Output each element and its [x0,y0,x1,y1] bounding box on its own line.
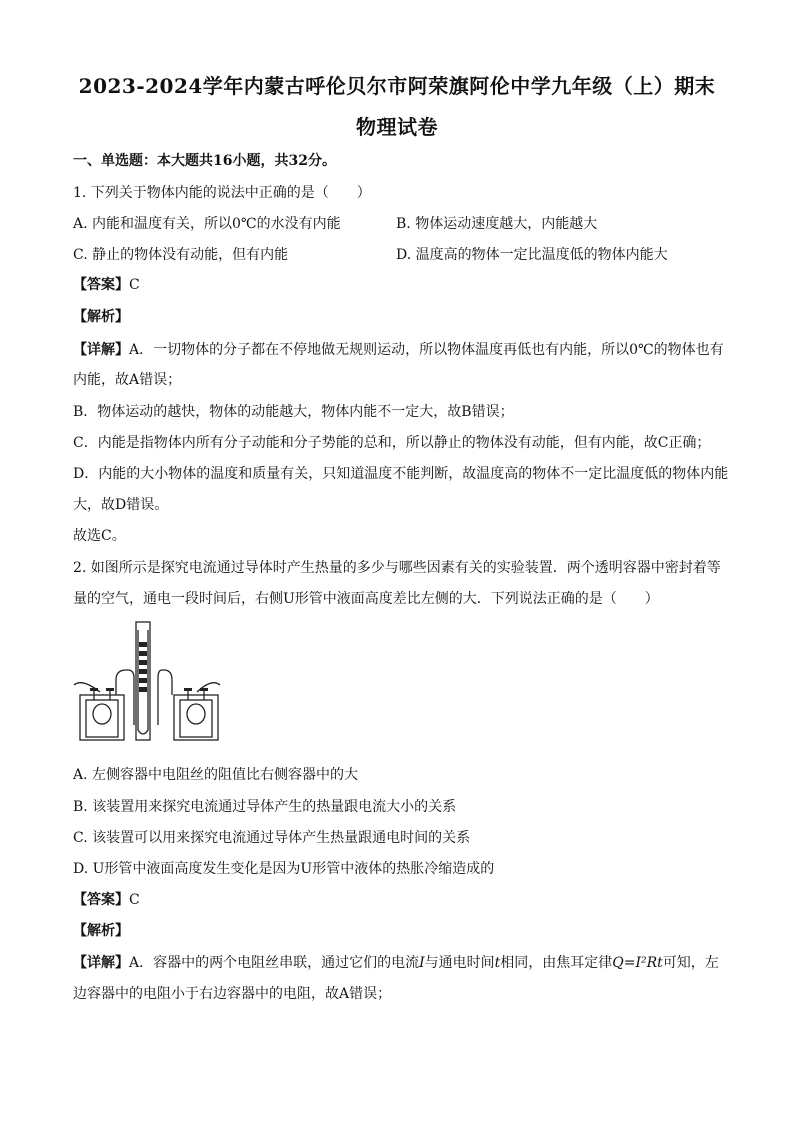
scale-mark [139,651,147,656]
q2-var-current: I [419,955,425,971]
q1-answer-value: C [129,277,140,293]
q1-conclusion: 故选C。 [73,528,126,544]
q1-answer [73,274,140,294]
q2-detail-a-line2: 边容器中的电阻小于右边容器中的电阻，故A错误； [73,986,392,1002]
q2-detail-tag: 【详解】 [73,955,129,971]
q2-answer-tag: 【答案】 [73,892,129,908]
q1-option-d: D. 温度高的物体一定比温度低的物体内能大 [396,247,668,263]
experiment-apparatus-figure [72,620,222,745]
right-connecting-tube [158,670,172,725]
q2-answer [73,889,140,909]
q1-answer-tag: 【答案】 [73,277,129,293]
right-terminal [184,688,192,691]
q1-detail-a-line1 [73,339,724,359]
q2-answer-value: C [129,892,140,908]
q2-stem-line2: 量的空气，通电一段时间后，右侧U形管中液面高度差比左侧的大．下列说法正确的是（ ） [73,591,659,607]
q2-joule-formula: Q=I²Rt [612,955,663,971]
q1-stem: 1. 下列关于物体内能的说法中正确的是（ ） [73,185,371,201]
q2-detail-a1-pre: A．容器中的两个电阻丝串联，通过它们的电流 [129,955,420,971]
scale-mark [139,660,147,665]
right-container-inner [180,700,212,737]
q2-stem-line1: 2. 如图所示是探究电流通过导体时产生热量的多少与哪些因素有关的实验装置．两个透明容器中密封着等 [73,560,721,576]
q1-option-c: C. 静止的物体没有动能，但有内能 [73,247,289,263]
right-terminal [200,688,208,691]
exam-title-line2: 物理试卷 [356,115,438,139]
q1-option-b: B. 物体运动速度越大，内能越大 [396,216,598,232]
q2-detail-a1-mid1: 与通电时间 [424,955,495,971]
scale-mark [139,678,147,683]
q1-detail-tag: 【详解】 [73,342,129,358]
left-terminal [106,688,114,691]
scale-mark [139,642,147,647]
q2-var-time: t [494,955,501,971]
left-terminal [90,688,98,691]
q2-option-b: B. 该装置用来探究电流通过导体产生的热量跟电流大小的关系 [73,799,457,815]
q1-detail-a1: A．一切物体的分子都在不停地做无规则运动，所以物体温度再低也有内能，所以0℃的物体也有 [129,342,724,358]
q1-detail-d-line1: D．内能的大小物体的温度和质量有关，只知道温度不能判断，故温度高的物体不一定比温度低的物体内能 [73,466,729,482]
q2-analysis-tag: 【解析】 [73,923,129,939]
section-heading: 一、单选题：本大题共16小题，共32分。 [73,153,336,169]
q1-detail-a-line2: 内能，故A错误； [73,372,182,388]
q1-analysis-tag: 【解析】 [73,309,129,325]
q1-option-a: A. 内能和温度有关，所以0℃的水没有内能 [73,216,341,232]
q1-detail-b: B．物体运动的越快，物体的动能越大，物体内能不一定大，故B错误； [73,404,514,420]
scale-mark [139,669,147,674]
exam-title-line1: 2023-2024学年内蒙古呼伦贝尔市阿荣旗阿伦中学九年级（上）期末 [78,74,716,98]
q2-option-d: D. U形管中液面高度发生变化是因为U形管中液体的热胀冷缩造成的 [73,861,495,877]
q1-detail-d-line2: 大，故D错误。 [73,497,169,513]
scale-mark [139,687,147,692]
q2-detail-a1-post: 可知，左 [662,955,719,971]
q2-option-a: A. 左侧容器中电阻丝的阻值比右侧容器中的大 [73,767,359,783]
q1-detail-c: C．内能是指物体内所有分子动能和分子势能的总和，所以静止的物体没有动能，但有内能，故C正确； [73,435,711,451]
right-resistor-coil [187,704,205,724]
left-connecting-tube [116,670,134,725]
q2-detail-a1-mid2: 相同，由焦耳定律 [500,955,613,971]
left-resistor-coil [93,704,111,724]
left-container-inner [86,700,118,737]
q2-option-c: C. 该装置可以用来探究电流通过导体产生热量跟通电时间的关系 [73,830,471,846]
q2-detail-a-line1 [73,952,719,972]
